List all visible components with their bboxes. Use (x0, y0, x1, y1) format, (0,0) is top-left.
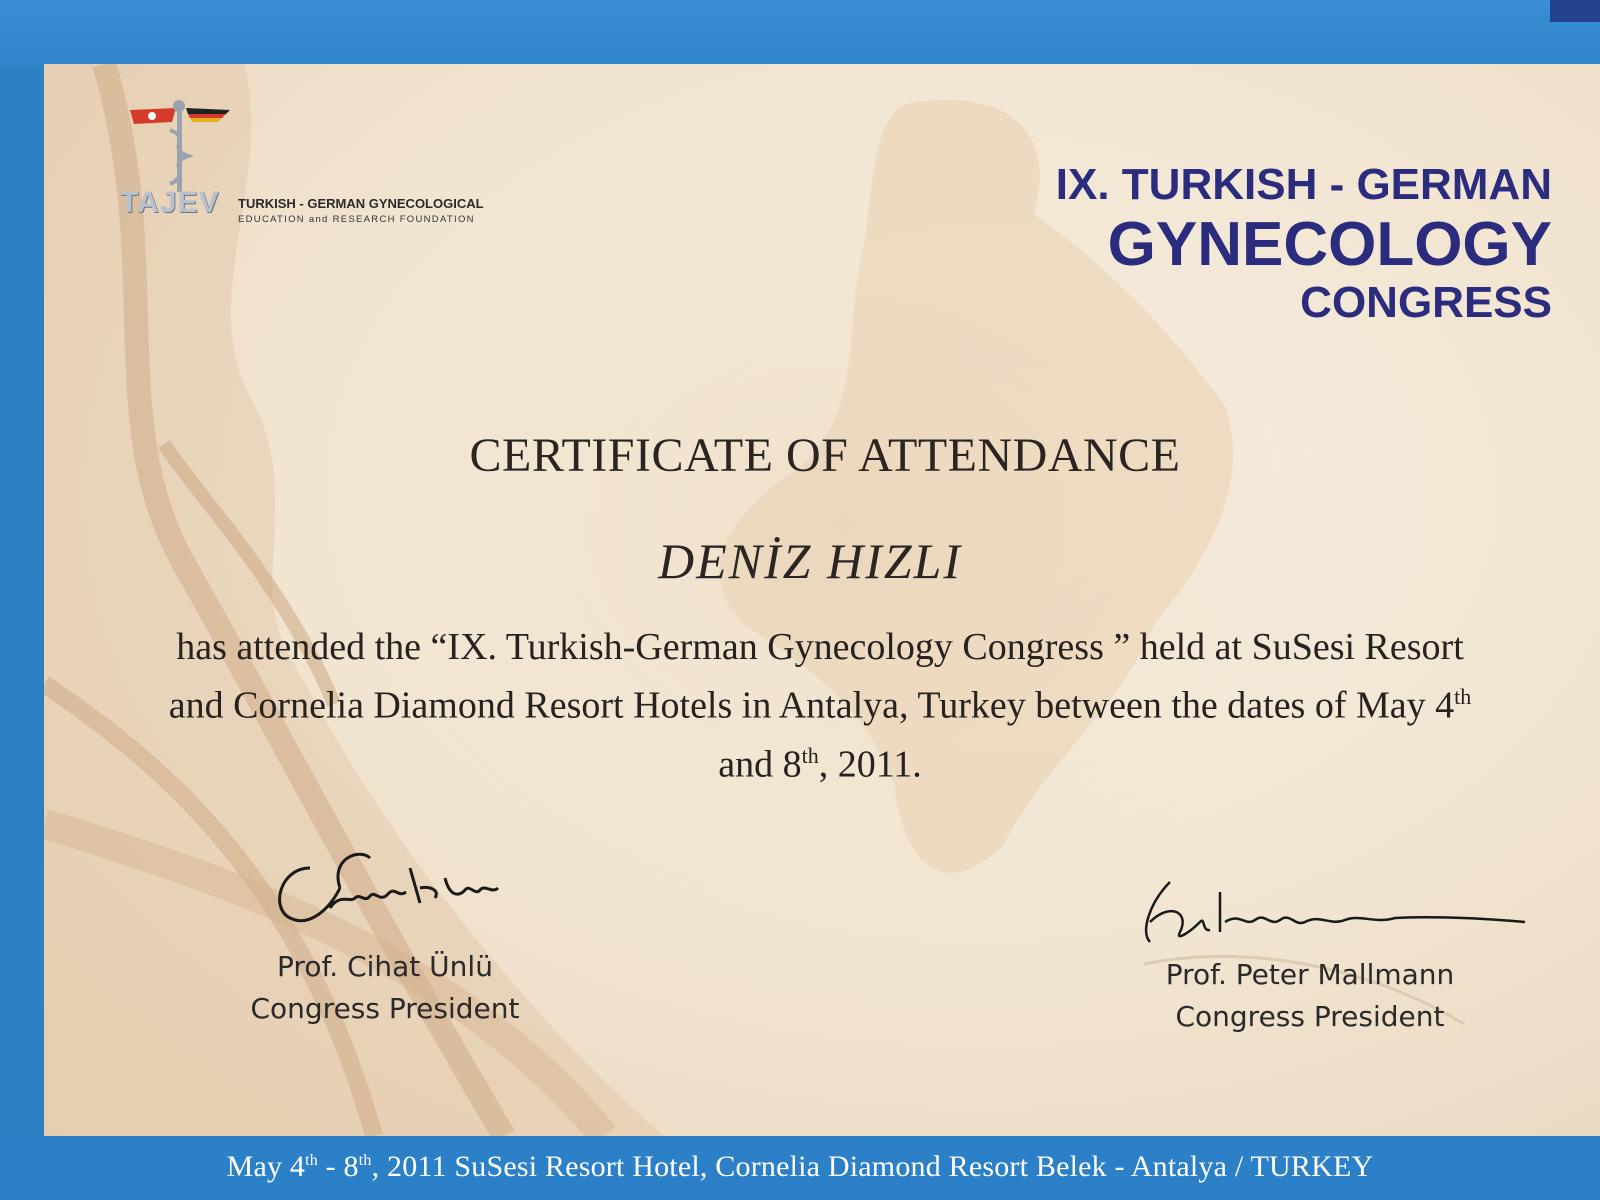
certificate-body (150, 622, 1490, 789)
congress-title-line-1: IX. TURKISH - GERMAN (1055, 160, 1552, 209)
right-signature (1130, 872, 1530, 952)
right-signatory-name: Prof. Peter Mallmann (1165, 958, 1455, 991)
body-ordinal-2: th (801, 742, 819, 768)
logo-acronym: TAJEV (120, 186, 220, 219)
footer-event-info (0, 1150, 1600, 1184)
body-text-part-3: , 2011. (818, 743, 922, 786)
certificate-heading: CERTIFICATE OF ATTENDANCE (469, 429, 1181, 482)
top-frame (0, 0, 1600, 70)
body-ordinal-1: th (1454, 684, 1472, 709)
footer-part-3: , 2011 SuSesi Resort Hotel, Cornelia Diamond Resort Belek - Antalya / TURKEY (371, 1150, 1374, 1183)
footer-ordinal-1: th (305, 1152, 318, 1169)
recipient-name: DENİZ HIZLI (658, 533, 962, 589)
left-signatory-name: Prof. Cihat Ünlü (277, 950, 493, 983)
left-signature (270, 848, 530, 938)
logo-line-2: EDUCATION and RESEARCH FOUNDATION (238, 214, 475, 225)
congress-title-line-2: GYNECOLOGY (1107, 210, 1552, 279)
body-text-part-1: has attended the “IX. Turkish-German Gynecology Congress ” held at SuSesi Resort and Cornelia Diamond Resort Hotels in Antalya, Turkey between the dates of May 4 (168, 626, 1464, 727)
footer-part-2: - 8 (317, 1150, 359, 1183)
top-frame-corner (1550, 0, 1600, 22)
footer-ordinal-2: th (358, 1152, 372, 1169)
congress-title-line-3: CONGRESS (1300, 278, 1552, 327)
left-signatory-role: Congress President (250, 992, 520, 1025)
logo-line-1: TURKISH - GERMAN GYNECOLOGICAL (238, 196, 484, 211)
footer-part-1: May 4 (226, 1150, 306, 1183)
right-signatory-role: Congress President (1175, 1000, 1445, 1033)
congress-title (1056, 160, 1552, 326)
body-text-part-2: and 8 (718, 743, 802, 786)
